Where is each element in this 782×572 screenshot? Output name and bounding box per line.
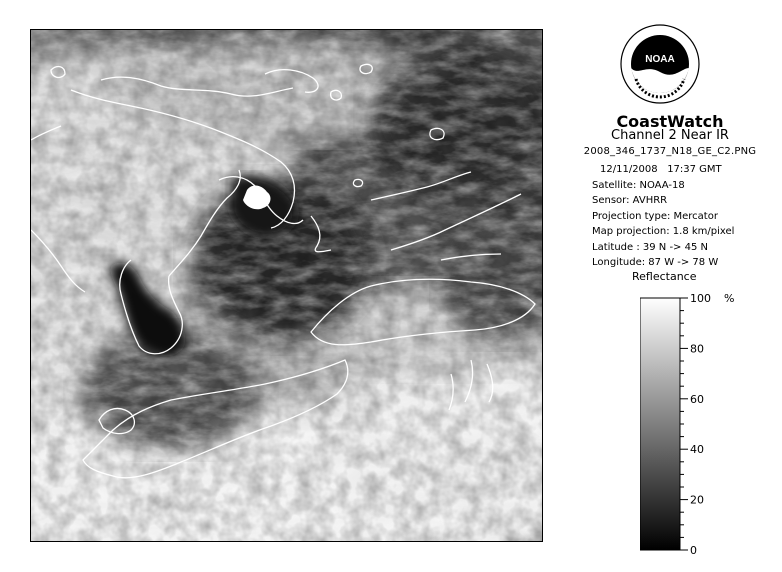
sensor-row: Sensor: AVHRR bbox=[592, 195, 668, 206]
scale-tick-label: 20 bbox=[690, 493, 704, 507]
channel-label: Channel 2 Near IR bbox=[611, 128, 729, 143]
product-title: CoastWatch bbox=[616, 112, 724, 131]
reflectance-scale bbox=[640, 290, 760, 560]
time-value: 17:37 GMT bbox=[667, 164, 722, 175]
projection-type-row: Projection type: Mercator bbox=[592, 210, 718, 222]
scale-tick-label: 0 bbox=[690, 544, 697, 557]
noaa-emblem-icon bbox=[620, 24, 700, 104]
longitude-row: Longitude: 87 W -> 78 W bbox=[592, 257, 719, 268]
satellite-image bbox=[30, 29, 543, 542]
color-bar bbox=[640, 298, 680, 550]
date-value: 12/11/2008 bbox=[600, 164, 658, 175]
unit-label: % bbox=[724, 292, 735, 305]
metadata-block bbox=[592, 162, 734, 271]
scale-tick-label: 100 bbox=[690, 292, 711, 305]
latitude-row: Latitude : 39 N -> 45 N bbox=[592, 241, 708, 253]
datetime-row bbox=[592, 162, 734, 178]
satellite-row: Satellite: NOAA-18 bbox=[592, 179, 685, 191]
logo-text: NOAA bbox=[645, 54, 675, 65]
noaa-logo bbox=[620, 24, 700, 104]
scale-tick-label: 60 bbox=[690, 392, 704, 406]
scale-tick-label: 80 bbox=[690, 342, 704, 356]
map-projection-row: Map projection: 1.8 km/pixel bbox=[592, 226, 735, 237]
filename-label: 2008_346_1737_N18_GE_C2.PNG bbox=[583, 146, 757, 157]
scale-tick-label: 40 bbox=[690, 443, 704, 457]
scale-ticks bbox=[680, 292, 711, 557]
legend-title: Reflectance bbox=[632, 270, 697, 283]
